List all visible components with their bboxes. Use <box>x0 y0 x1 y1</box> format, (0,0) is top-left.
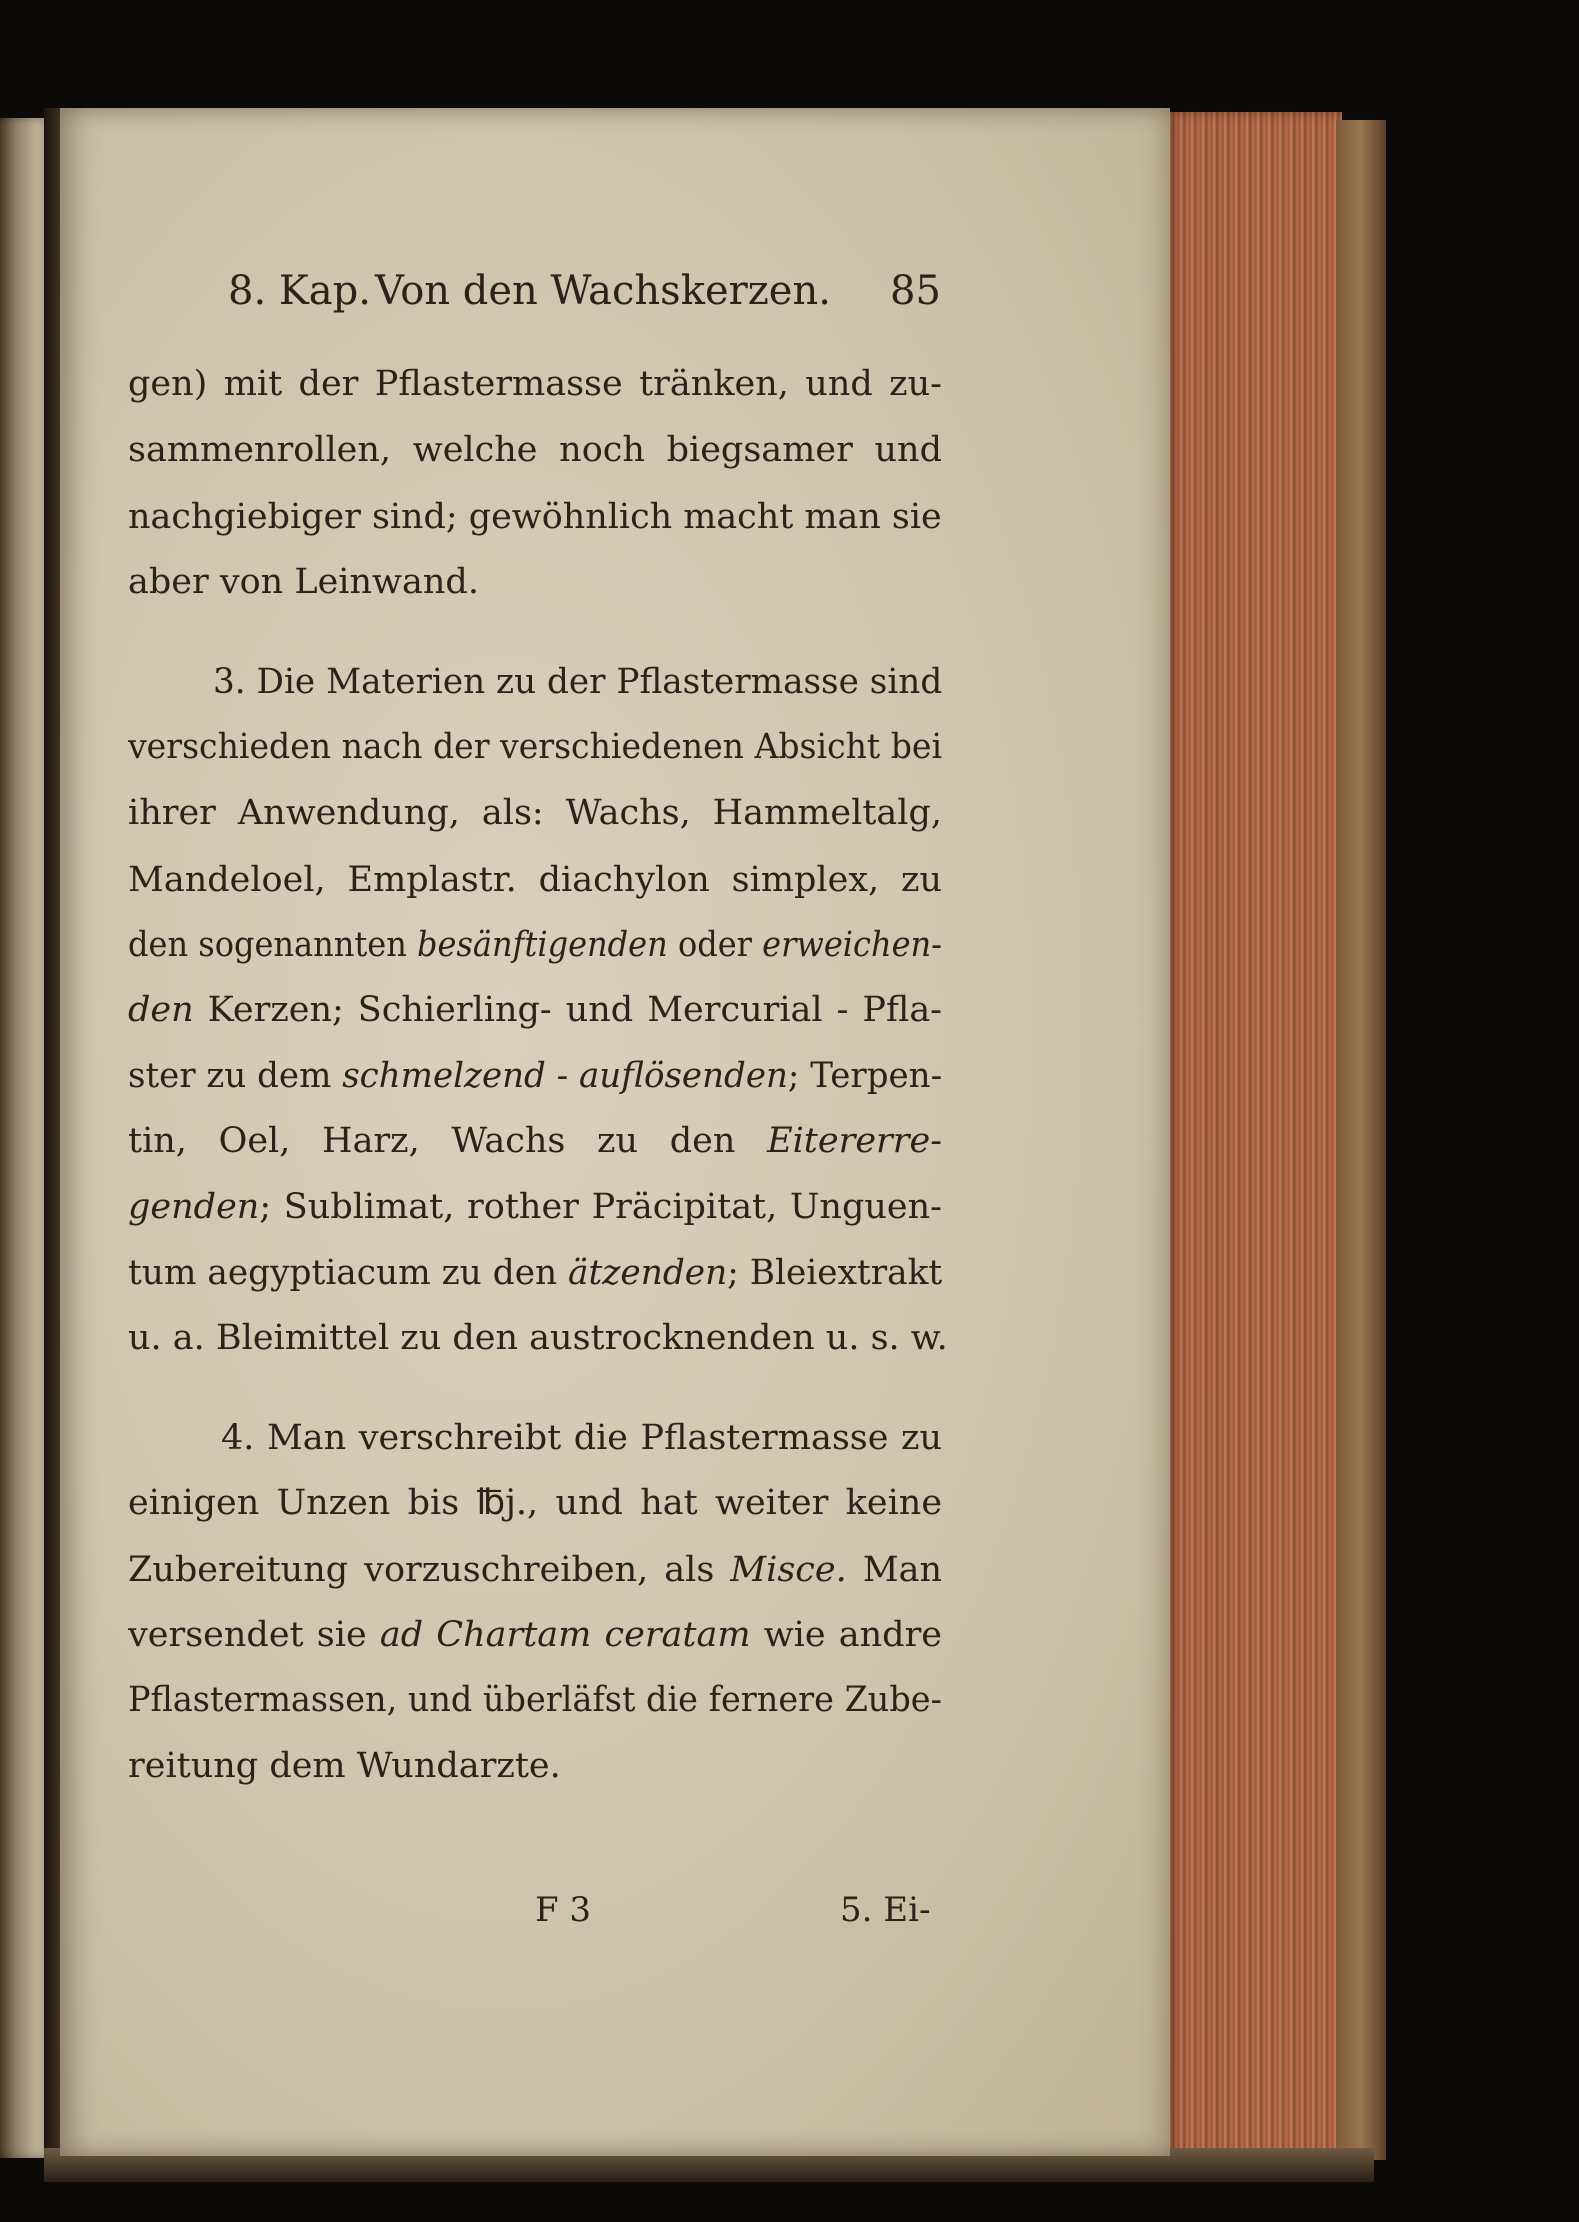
text-span: sammenrollen, welche noch biegsamer und <box>128 430 942 470</box>
text-line <box>128 793 942 833</box>
page-number: 85 <box>890 268 941 314</box>
text-span: verschieden nach der verschiedenen Absicht bei <box>128 727 943 767</box>
cover-board-edge <box>1336 120 1386 2160</box>
text-span: ; Bleiextrakt <box>727 1253 943 1293</box>
text-span: Pflastermassen, und überläfst die fernere Zube- <box>128 1680 942 1720</box>
text-span: den sogenannten <box>128 925 418 965</box>
text-span: oder <box>667 925 763 965</box>
italic-span: Eitererre- <box>767 1121 943 1161</box>
text-span: Kerzen; Schierling- und Mercurial - Pfla- <box>193 990 943 1030</box>
italic-span: Misce. <box>730 1550 847 1590</box>
text-span: ster zu dem <box>128 1056 343 1096</box>
text-span: ; Terpen- <box>787 1056 943 1096</box>
text-line <box>128 990 942 1030</box>
italic-span: ad Chartam ceratam <box>379 1615 751 1655</box>
text-line <box>128 497 942 537</box>
text-line <box>213 662 942 702</box>
text-span: ihrer Anwendung, als: Wachs, Hammeltalg, <box>128 793 942 833</box>
bleed-through-text <box>770 1720 780 1755</box>
text-span: gen) mit der Pflastermasse tränken, und zu- <box>128 364 942 404</box>
italic-span: besänftigenden <box>417 925 668 965</box>
text-span: Mandeloel, Emplastr. diachylon simplex, zu <box>128 860 943 900</box>
italic-span: erweichen- <box>762 925 943 965</box>
page-block-edge <box>1162 112 1342 2172</box>
catchword: 5. Ei- <box>840 1890 931 1930</box>
text-span: Man <box>846 1550 942 1590</box>
italic-span: den <box>128 990 194 1030</box>
text-span: tin, Oel, Harz, Wachs zu den <box>128 1121 768 1161</box>
text-line <box>128 1056 942 1096</box>
text-line <box>128 727 942 767</box>
running-head-chapter: 8. Kap. <box>228 268 371 314</box>
text-span: reitung dem Wundarzte. <box>128 1746 561 1786</box>
text-line <box>128 925 942 965</box>
text-line <box>128 364 942 404</box>
italic-span: ätzenden <box>568 1253 728 1293</box>
text-span: nachgiebiger sind; gewöhnlich macht man sie <box>128 497 942 537</box>
text-span: tum aegyptiacum zu den <box>128 1253 569 1293</box>
text-line <box>128 1187 942 1227</box>
text-span: versendet sie <box>128 1615 380 1655</box>
text-line <box>128 1121 942 1161</box>
text-span: aber von Leinwand. <box>128 562 479 602</box>
text-line <box>128 1253 942 1293</box>
text-line <box>128 1550 942 1590</box>
text-span: Zubereitung vorzuschreiben, als <box>128 1550 731 1590</box>
signature-mark: F 3 <box>535 1890 592 1930</box>
text-line <box>128 1746 561 1786</box>
text-span: 3. Die Materien zu der Pflastermasse sind <box>213 662 943 702</box>
text-span: 4. Man verschreibt die Pflastermasse zu <box>221 1418 943 1458</box>
text-line <box>128 1483 942 1523</box>
text-span: u. a. Bleimittel zu den austrocknenden u. s. w. <box>128 1318 948 1358</box>
text-line <box>128 1615 942 1655</box>
text-span: einigen Unzen bis ℔j., und hat weiter keine <box>128 1483 943 1523</box>
text-line <box>128 430 942 470</box>
text-span: wie andre <box>750 1615 943 1655</box>
text-line <box>128 1318 948 1358</box>
text-line <box>128 860 942 900</box>
text-span: ; Sublimat, rother Präcipitat, Unguen- <box>259 1187 943 1227</box>
italic-span: schmelzend - auflösenden <box>342 1056 788 1096</box>
text-line <box>128 562 479 602</box>
text-line <box>128 1680 942 1720</box>
text-line <box>221 1418 942 1458</box>
running-head-title: Von den Wachskerzen. <box>375 268 831 314</box>
italic-span: genden <box>128 1187 260 1227</box>
